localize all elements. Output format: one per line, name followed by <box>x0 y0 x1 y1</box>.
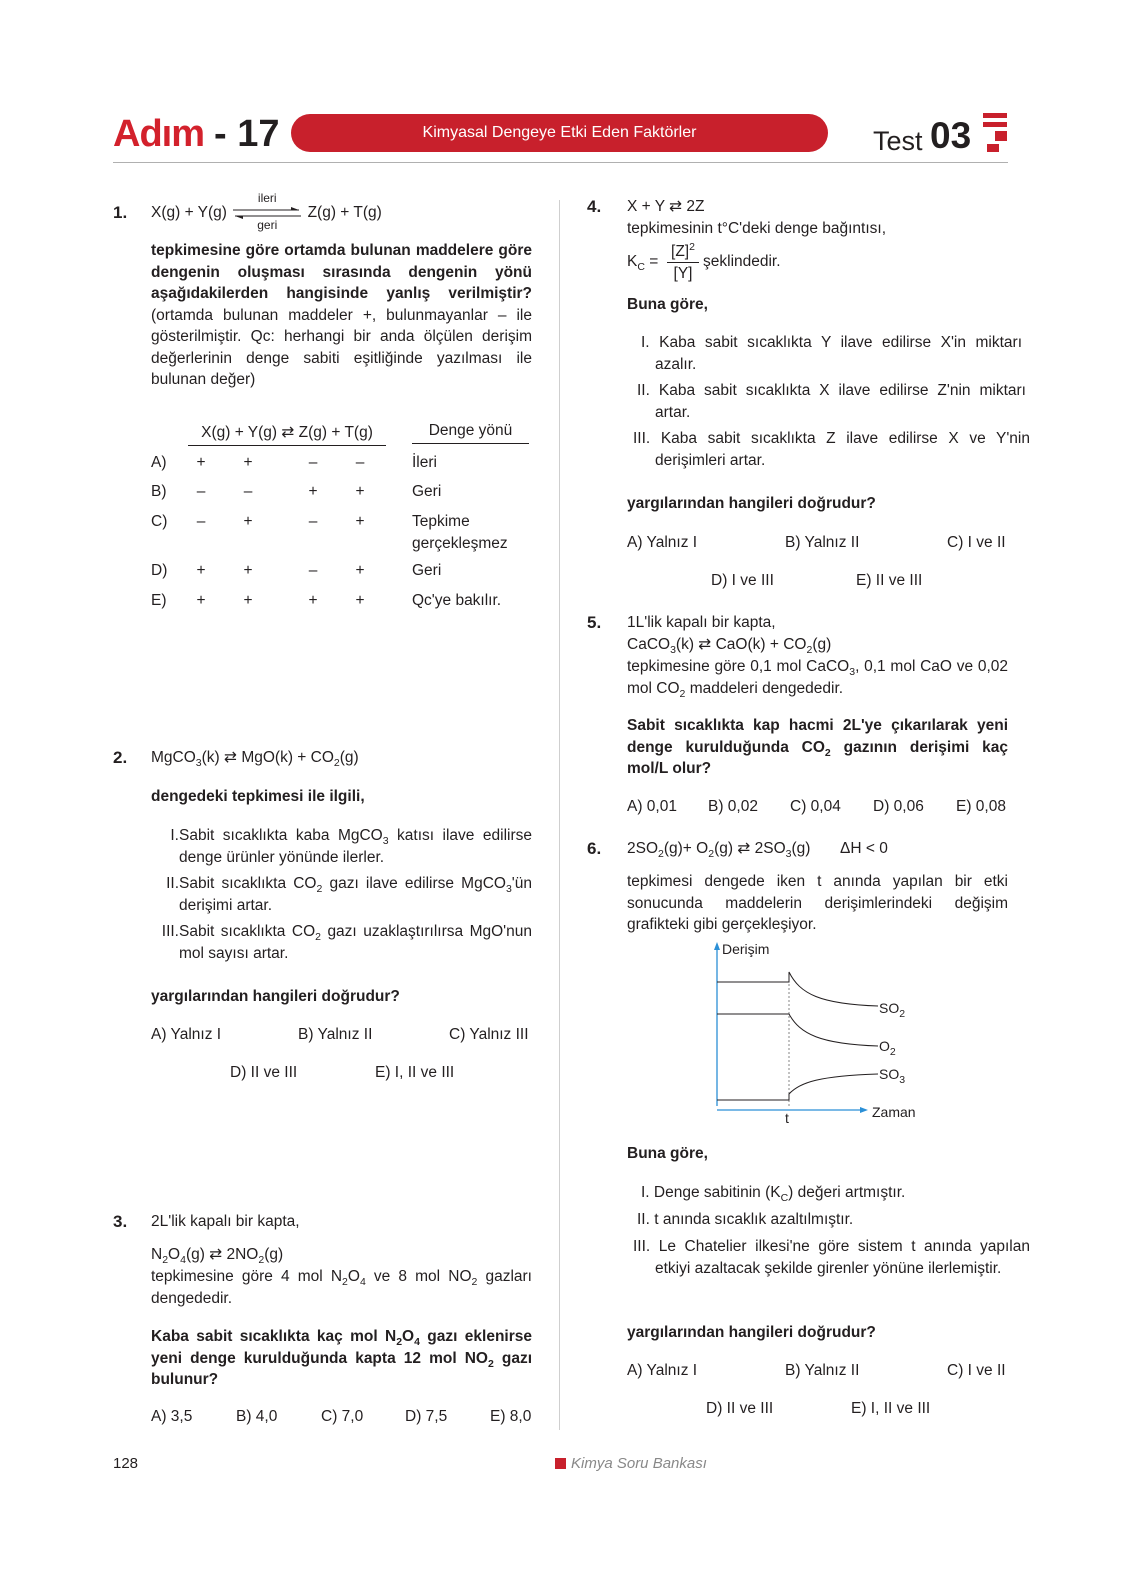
q2-statement-3: Sabit sıcaklıkta $CO_2$ gazı uzaklaştırılırsa MgO'nun mol sayısı artar. <box>179 923 532 962</box>
q3-intro: 2L'lik kapalı bir kapta, <box>151 1213 300 1230</box>
q4-option-d[interactable]: D) I ve III <box>711 572 774 589</box>
series-label-so3: $SO_3$ <box>879 1066 906 1086</box>
q1-option-sign: + <box>243 454 253 471</box>
q1-option-sign: – <box>243 483 253 500</box>
question-number: 3. <box>113 1212 128 1231</box>
q2-question: yargılarından hangileri doğrudur? <box>151 988 400 1005</box>
q1-col-reaction: X(g) + Y(g) ⇄ Z(g) + T(g) <box>188 422 386 446</box>
q5-option-c[interactable]: C) 0,04 <box>790 798 841 815</box>
q3-reaction: $N_2O_4(g)$ ⇄ $2NO_2(g)$ <box>151 1246 284 1266</box>
q4-kc-symbol: $K_C$ = <box>627 253 659 273</box>
q5-option-a[interactable]: A) 0,01 <box>627 798 677 815</box>
brand-mark-icon <box>983 113 1009 153</box>
q6-reaction: $2SO_2(g)+ O_2(g)$ ⇄ $2SO_3(g)$ <box>627 840 811 860</box>
q1-option-sign: + <box>308 592 318 609</box>
q5-stem: tepkimesine göre 0,1 mol CaCO$_3$, 0,1 mol CaO ve 0,02 mol $CO_2$ maddeleri dengededir. <box>627 658 1008 700</box>
test-number: 03 <box>930 115 972 156</box>
q4-option-c[interactable]: C) I ve II <box>947 534 1006 551</box>
q4-kc-tail: şeklindedir. <box>703 253 781 270</box>
q1-option-sign: + <box>308 483 318 500</box>
q1-option-sign: – <box>308 454 318 471</box>
q4-lead: Buna göre, <box>627 296 708 313</box>
q4-statement-1: I. Kaba sabit sıcaklıkta Y ilave edilirse X'in miktarı azalır. <box>641 334 1022 373</box>
q5-option-d[interactable]: D) 0,06 <box>873 798 924 815</box>
question-number: 4. <box>587 197 602 216</box>
chart-x-label: Zaman <box>872 1104 916 1120</box>
question-number: 2. <box>113 748 128 767</box>
q1-option-sign: – <box>308 513 318 530</box>
q1-option-direction: Geri <box>412 562 442 579</box>
q4-intro: tepkimesinin t°C'deki denge bağıntısı, <box>627 220 887 237</box>
q6-option-d[interactable]: D) II ve III <box>706 1400 774 1417</box>
q3-option-a[interactable]: A) 3,5 <box>151 1408 193 1425</box>
q6-option-e[interactable]: E) I, II ve III <box>851 1400 931 1417</box>
chart-y-label: Derişim <box>722 941 770 957</box>
q1-option-label: D) <box>151 562 168 579</box>
q1-option-label: A) <box>151 454 167 471</box>
q1-option-sign: – <box>196 483 206 500</box>
series-line-so2 <box>717 972 878 1006</box>
q5-reaction: CaCO$_3$(k) ⇄ $CaO(k) + CO_2(g)$ <box>627 636 832 656</box>
step-number: - 17 <box>214 113 280 155</box>
q3-option-e[interactable]: E) 8,0 <box>490 1408 532 1425</box>
q1-option-direction: Tepkime gerçekleşmez <box>412 513 508 552</box>
q6-option-c[interactable]: C) I ve II <box>947 1362 1006 1379</box>
series-label-o2: $O_2$ <box>879 1038 896 1058</box>
q3-question: Kaba sabit sıcaklıkta kaç mol $N_2O_4$ gazı eklenirse yeni denge kurulduğunda kapta 12 mol $NO_2$ gazı bulunur? <box>151 1328 533 1388</box>
q1-option-sign: + <box>355 562 365 579</box>
q6-stem: tepkimesi dengede iken t anında yapılan bir etki sonucunda maddelerin derişimlerindeki değişim grafikteki gibi gerçekleşiyor. <box>627 873 1008 933</box>
q1-option-sign: – <box>355 454 365 471</box>
q5-intro: 1L'lik kapalı bir kapta, <box>627 614 776 631</box>
q3-option-c[interactable]: C) 7,0 <box>321 1408 364 1425</box>
column-divider <box>559 200 560 1430</box>
q2-option-c[interactable]: C) Yalnız III <box>449 1026 529 1043</box>
q6-option-b[interactable]: B) Yalnız II <box>785 1362 860 1379</box>
q1-option-sign: – <box>196 513 206 530</box>
q4-kc-fraction: $[Z]^2$ [Y] <box>667 242 699 285</box>
q2-lead: dengedeki tepkimesi ile ilgili, <box>151 788 365 805</box>
q1-option-direction: Geri <box>412 483 442 500</box>
q1-reaction: X(g) + Y(g) ileri geri Z(g) + T(g) <box>151 190 382 232</box>
q4-question: yargılarından hangileri doğrudur? <box>627 495 876 512</box>
header-divider <box>113 162 1008 163</box>
q3-stem: tepkimesine göre 4 mol $N_2O_4$ ve 8 mol $NO_2$ gazları dengededir. <box>151 1268 532 1307</box>
q2-reaction: MgCO$_3$(k) ⇄ $MgO(k) + CO_2(g)$ <box>151 749 359 769</box>
q6-option-a[interactable]: A) Yalnız I <box>627 1362 698 1379</box>
q1-option-sign: + <box>196 454 206 471</box>
q1-option-sign: – <box>308 562 318 579</box>
q4-reaction: X + Y ⇄ 2Z <box>627 198 705 215</box>
x-axis-arrow-icon <box>860 1107 868 1113</box>
q4-option-a[interactable]: A) Yalnız I <box>627 534 698 551</box>
q3-option-b[interactable]: B) 4,0 <box>236 1408 278 1425</box>
q1-option-sign: + <box>243 562 253 579</box>
brand-logo: Adım <box>113 113 204 155</box>
q2-statement-2: Sabit sıcaklıkta $CO_2$ gazı ilave edilirse MgCO$_3$'ün derişimi artar. <box>179 875 532 914</box>
q4-option-e[interactable]: E) II ve III <box>856 572 923 589</box>
q1-option-label: B) <box>151 483 167 500</box>
q2-statement-1-num: I. <box>170 827 179 844</box>
q2-option-e[interactable]: E) I, II ve III <box>375 1064 455 1081</box>
q2-option-b[interactable]: B) Yalnız II <box>298 1026 373 1043</box>
q1-col-direction: Denge yönü <box>412 420 529 444</box>
q1-option-sign: + <box>355 592 365 609</box>
q5-option-e[interactable]: E) 0,08 <box>956 798 1006 815</box>
q1-option-sign: + <box>196 562 206 579</box>
q6-question: yargılarından hangileri doğrudur? <box>627 1324 876 1341</box>
test-label: Test <box>873 126 923 156</box>
q6-statement-1: I. Denge sabitinin $(K_C)$ değeri artmıştır. <box>641 1184 906 1204</box>
footer-brand: Kimya Soru Bankası <box>571 1455 707 1472</box>
q2-statement-1: Sabit sıcaklıkta kaba MgCO$_3$ katısı ilave edilirse denge ürünler yönünde ilerler. <box>179 827 532 866</box>
q5-option-b[interactable]: B) 0,02 <box>708 798 758 815</box>
q6-lead: Buna göre, <box>627 1145 708 1162</box>
question-number: 6. <box>587 839 602 858</box>
q2-statement-3-num: III. <box>161 923 179 940</box>
q1-option-sign: + <box>355 483 365 500</box>
question-number: 1. <box>113 203 128 222</box>
page-title-banner: Kimyasal Dengeye Etki Eden Faktörler <box>291 114 828 152</box>
arrow-backward-label: geri <box>257 217 278 232</box>
q1-option-sign: + <box>243 513 253 530</box>
q2-option-d[interactable]: D) II ve III <box>230 1064 298 1081</box>
brand-square-icon <box>555 1458 566 1469</box>
q4-statement-2: II. Kaba sabit sıcaklıkta X ilave edilirse Z'nin miktarı artar. <box>637 382 1026 421</box>
q1-option-label: E) <box>151 592 167 609</box>
arrow-forward-label: ileri <box>257 190 277 205</box>
q1-option-sign: + <box>243 592 253 609</box>
q2-option-a[interactable]: A) Yalnız I <box>151 1026 222 1043</box>
q1-stem: tepkimesine göre ortamda bulunan maddelere göre dengenin oluşması sırasında dengenin yönü aşağıdakilerden hangisinde yanlış verilmiştir? (ortamda bulunan maddeler +, bulunmayanlar – ile gösterilmiştir. Qc: herhangi bir anda ölçülen derişim değerlerinin denge sabiti eşitliğinde yazılması ile bulunan değer) <box>151 242 532 388</box>
chart-time-marker-label: t <box>785 1110 789 1126</box>
y-axis-arrow-icon <box>714 942 720 950</box>
page-number: 128 <box>113 1455 139 1472</box>
q1-option-direction: Qc'ye bakılır. <box>412 592 502 609</box>
q1-option-label: C) <box>151 513 168 530</box>
q4-statement-3: III. Kaba sabit sıcaklıkta Z ilave edilirse X ve Y'nin derişimleri artar. <box>633 430 1030 469</box>
series-line-so3 <box>717 1074 878 1100</box>
series-label-so2: $SO_2$ <box>879 1000 906 1020</box>
q3-option-d[interactable]: D) 7,5 <box>405 1408 448 1425</box>
series-line-o2 <box>717 1014 878 1046</box>
q4-option-b[interactable]: B) Yalnız II <box>785 534 860 551</box>
question-number: 5. <box>587 613 602 632</box>
q2-statement-2-num: II. <box>166 875 179 892</box>
q1-option-direction: İleri <box>412 454 437 471</box>
q6-enthalpy: ΔH < 0 <box>840 840 888 857</box>
q6-statement-2: II. t anında sıcaklık azaltılmıştır. <box>637 1211 854 1228</box>
q5-question: Sabit sıcaklıkta kap hacmi 2L'ye çıkarılarak yeni denge kurulduğunda $CO_2$ gazının derişimi kaç mol/L olur? <box>627 717 1008 777</box>
q1-option-sign: + <box>196 592 206 609</box>
q6-statement-3: III. Le Chatelier ilkesi'ne göre sistem t anında yapılan etkiyi azaltacak şekilde girenler yönüne ilerlemiştir. <box>633 1238 1030 1277</box>
q1-option-sign: + <box>355 513 365 530</box>
